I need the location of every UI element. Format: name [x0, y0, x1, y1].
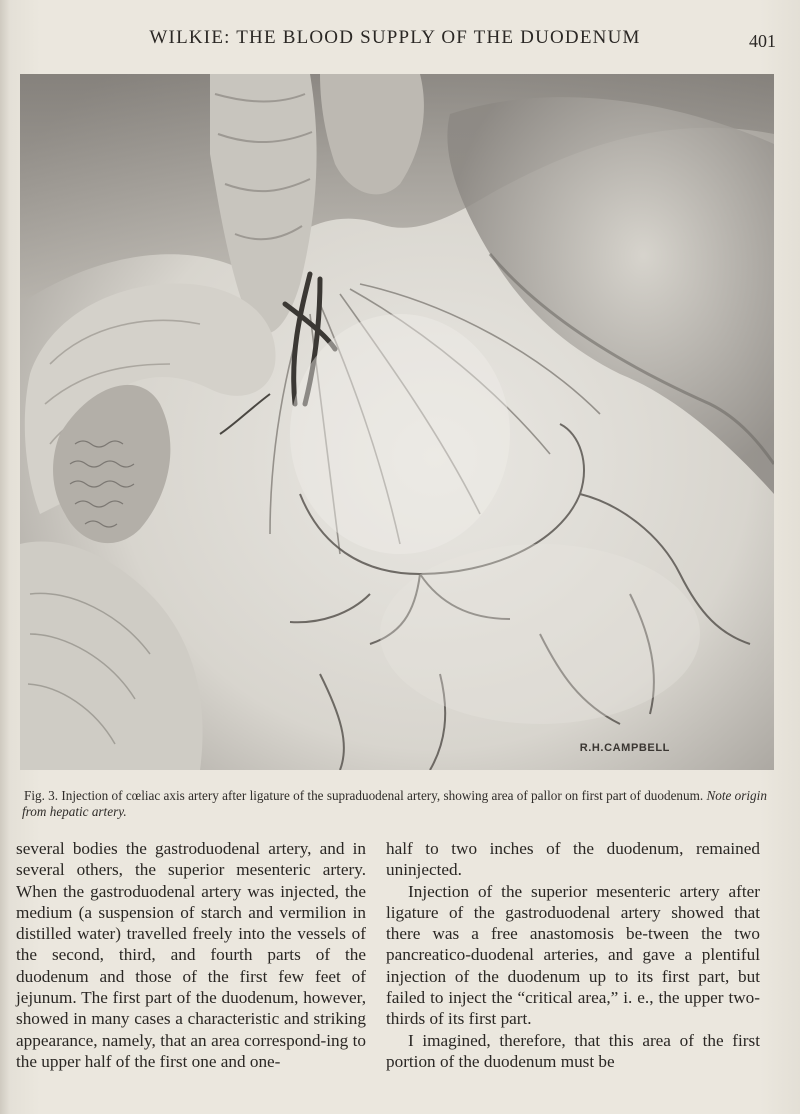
anatomical-illustration — [20, 74, 774, 770]
page-number: 401 — [749, 31, 776, 51]
right-column — [386, 838, 760, 1072]
right-paragraph-3: I imagined, therefore, that this area of the first portion of the duodenum must be — [386, 1030, 760, 1071]
right-paragraph-2: Injection of the superior mesenteric artery after ligature of the gastroduodenal artery showed that there was a free anastomosis be-tween the two pancreatico-duodenal arteries, and gave a plentiful injection of the duodenum up to its first part, but failed to inject the “critical area,” i. e., the upper two-thirds of its first part. — [386, 881, 760, 1029]
left-column — [16, 838, 366, 1072]
running-head: WILKIE: THE BLOOD SUPPLY OF THE DUODENUM — [149, 27, 641, 48]
left-paragraph: several bodies the gastroduodenal artery, and in several others, the superior mesenteric artery. When the gastroduodenal artery was injected, the medium (a suspension of starch and vermilion in distilled water) travelled freely into the vessels of the second, third, and fourth parts of the duodenum and those of the first few feet of jejunum. The first part of the duodenum, however, showed in many cases a characteristic and striking appearance, namely, that an area correspond-ing to the upper half of the first one and one- — [16, 839, 366, 1071]
illustration-drawing — [20, 74, 774, 770]
figure-caption — [22, 788, 774, 820]
right-paragraph-1: half to two inches of the duodenum, remained uninjected. — [386, 839, 760, 880]
artist-signature: R.H.CAMPBELL — [579, 742, 670, 754]
caption-main: Fig. 3. Injection of cœliac axis artery after ligature of the supraduodenal artery, showing area of pallor on first part of duodenum. — [24, 788, 704, 803]
caption-note: Note origin from hepatic artery. — [22, 788, 767, 819]
